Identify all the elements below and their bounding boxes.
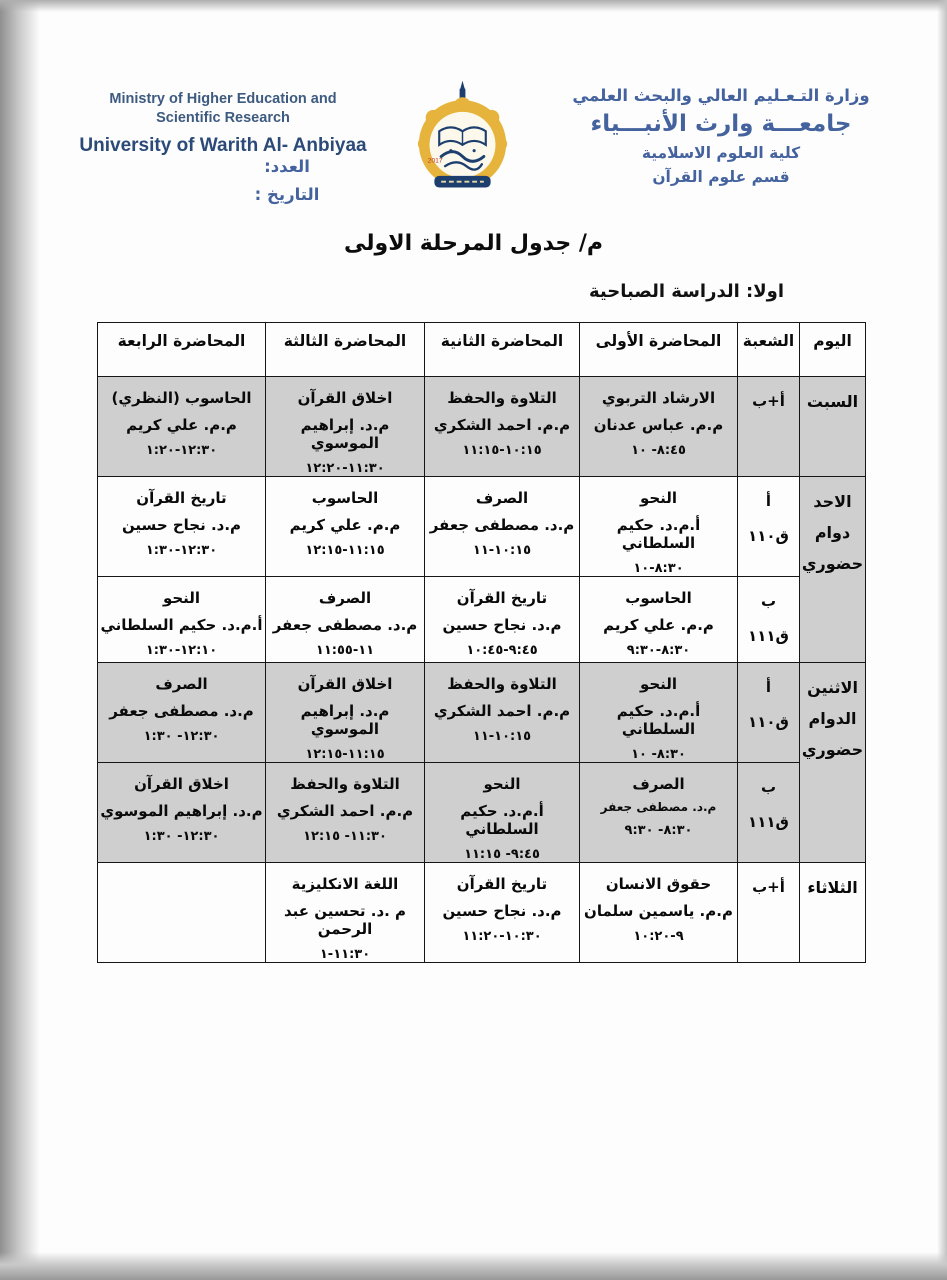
lecture-subject: التلاوة والحفظ — [290, 775, 400, 793]
lecture-time: ٩:٤٥- ١١:١٥ — [464, 847, 540, 862]
lecture-teacher: م.م. احمد الشكري — [433, 416, 571, 434]
lecture-subject: الحاسوب — [311, 489, 379, 507]
ministry-name-ar: وزارة التـعـليم العالي والبحث العلمي — [572, 86, 870, 105]
header-arabic — [548, 86, 894, 186]
lecture-time: ١١:٣٠-١٢:٢٠ — [305, 461, 385, 476]
lecture-subject: اخلاق القرآن — [297, 675, 393, 693]
lecture-time: ٨:٣٠- ٩:٣٠ — [624, 823, 693, 838]
lecture-time: ١١-١١:٥٥ — [315, 643, 375, 658]
lecture-subject: الصرف — [155, 675, 208, 693]
lecture-teacher: م.د. إبراهيم الموسوي — [100, 802, 263, 820]
lecture-cell — [580, 663, 738, 763]
lecture-cell — [580, 577, 738, 663]
lecture-cell — [266, 663, 425, 763]
lecture-teacher: م.م. علي كريم — [126, 416, 237, 434]
lecture-cell — [580, 377, 738, 477]
day-label: الثلاثاء — [807, 878, 858, 897]
lecture-cell — [98, 477, 266, 577]
college-name-ar: كلية العلوم الاسلامية — [641, 144, 801, 162]
lecture-time: ٨:٤٥- ١٠ — [631, 443, 686, 458]
lecture-time: ١٠:١٥-١١ — [472, 729, 532, 744]
lecture-teacher: أ.م.د. حكيم السلطاني — [100, 616, 263, 634]
number-label: العدد: — [264, 157, 310, 176]
scan-edge-top — [0, 0, 947, 12]
section-cell — [738, 763, 800, 863]
day-label: حضوري — [801, 740, 864, 759]
header-english — [70, 90, 376, 157]
lecture-cell — [425, 577, 580, 663]
section-label: أ — [765, 678, 772, 696]
lecture-time: ١٠:١٥-١١:١٥ — [462, 443, 542, 458]
lecture-cell — [580, 477, 738, 577]
section-cell — [738, 377, 800, 477]
lecture-subject: اخلاق القرآن — [297, 389, 393, 407]
schedule-row — [98, 863, 866, 963]
lecture-teacher: م.م. ياسمين سلمان — [584, 902, 733, 920]
section-cell — [738, 577, 800, 663]
lecture-teacher: م.د. نجاح حسين — [442, 616, 562, 634]
lecture-time: ١١:١٥-١٢:١٥ — [305, 543, 385, 558]
lecture-subject: التلاوة والحفظ — [447, 675, 557, 693]
lecture-subject: الصرف — [318, 589, 372, 607]
department-name-ar: قسم علوم القرآن — [652, 168, 790, 186]
lecture-teacher: م .د. تحسين عبد الرحمن — [283, 902, 407, 938]
lecture-cell — [266, 477, 425, 577]
section-label: ق١١٠ — [748, 713, 789, 731]
lecture-subject: تاريخ القرآن — [456, 875, 548, 893]
university-name-en: University of Warith Al- Anbiyaa — [79, 134, 367, 156]
scan-edge-bottom — [0, 1252, 947, 1280]
university-seal-icon — [414, 80, 511, 198]
lecture-subject: النحو — [639, 489, 678, 507]
lecture-cell — [266, 863, 425, 963]
day-label: الاحد — [813, 492, 852, 511]
scan-edge-right — [937, 0, 947, 1280]
lecture-cell — [425, 663, 580, 763]
lecture-cell — [98, 577, 266, 663]
lecture-time: ١١:٣٠-١ — [319, 947, 371, 962]
lecture-cell — [580, 863, 738, 963]
section-cell — [738, 477, 800, 577]
section-label: ق١١١ — [748, 627, 789, 645]
column-header-4: المحاضرة الثالثة — [266, 323, 425, 377]
schedule-body — [98, 377, 866, 963]
lecture-teacher: م.د. مصطفى جعفر — [600, 800, 717, 814]
lecture-subject: النحو — [162, 589, 201, 607]
section-label: ق١١١ — [748, 813, 789, 831]
schedule-row — [98, 577, 866, 663]
lecture-time: ١٢:١٠-١:٣٠ — [145, 643, 218, 658]
day-cell — [800, 377, 866, 477]
column-header-1: الشعبة — [738, 323, 800, 377]
lecture-time: ٩:٤٥-١٠:٤٥ — [466, 643, 538, 658]
lecture-teacher: م.د. إبراهيم الموسوي — [300, 702, 390, 738]
section-label: ب — [760, 778, 777, 796]
schedule-row — [98, 477, 866, 577]
lecture-cell — [98, 763, 266, 863]
column-header-3: المحاضرة الثانية — [425, 323, 580, 377]
lecture-cell — [580, 763, 738, 863]
lecture-subject: الصرف — [632, 775, 685, 793]
lecture-time: ١١:١٥-١٢:١٥ — [305, 747, 385, 762]
lecture-subject: النحو — [483, 775, 521, 793]
lecture-teacher: م.د. مصطفى جعفر — [272, 616, 418, 634]
lecture-time: ١٢:٣٠- ١:٣٠ — [143, 829, 220, 844]
lecture-teacher: م.م. احمد الشكري — [276, 802, 414, 820]
lecture-time: ١٢:٣٠-١:٣٠ — [145, 543, 218, 558]
header-number-date — [225, 157, 349, 213]
column-header-5: المحاضرة الرابعة — [98, 323, 266, 377]
lecture-subject: الحاسوب — [625, 589, 692, 607]
lecture-teacher: م.د. إبراهيم الموسوي — [300, 416, 390, 452]
section-label: أ+ب — [752, 878, 785, 896]
lecture-cell — [425, 763, 580, 863]
section-cell — [738, 663, 800, 763]
day-label: حضوري — [801, 554, 864, 573]
lecture-subject: تاريخ القرآن — [456, 589, 548, 607]
schedule-row — [98, 377, 866, 477]
section-cell — [738, 863, 800, 963]
day-cell — [800, 863, 866, 963]
lecture-teacher: أ.م.د. حكيم السلطاني — [616, 516, 701, 552]
lecture-teacher: م.م. علي كريم — [289, 516, 401, 534]
lecture-subject: التلاوة والحفظ — [447, 389, 557, 407]
column-header-2: المحاضرة الأولى — [580, 323, 738, 377]
schedule-table-wrapper — [97, 322, 866, 963]
lecture-time: ١٢:٣٠- ١:٣٠ — [143, 729, 220, 744]
university-seal-logo — [414, 80, 511, 198]
lecture-time: ٨:٣٠- ١٠ — [631, 747, 686, 762]
lecture-time: ١١:٣٠- ١٢:١٥ — [303, 829, 387, 844]
ministry-line1: Ministry of Higher Education and — [109, 91, 337, 107]
lecture-time: ١٢:٣٠-١:٢٠ — [145, 443, 218, 458]
lecture-subject: الارشاد التربوي — [601, 389, 716, 407]
lecture-cell-empty — [98, 863, 266, 963]
day-label: دوام — [814, 523, 851, 542]
lecture-teacher: أ.م.د. حكيم السلطاني — [616, 702, 701, 738]
scan-edge-left — [0, 0, 40, 1280]
lecture-subject: النحو — [639, 675, 678, 693]
lecture-teacher: م.د. مصطفى جعفر — [429, 516, 575, 534]
lecture-cell — [98, 377, 266, 477]
lecture-subject: تاريخ القرآن — [136, 489, 227, 507]
section-label: ب — [760, 592, 777, 610]
lecture-teacher: م.د. نجاح حسين — [442, 902, 562, 920]
day-cell — [800, 663, 866, 863]
lecture-time: ٨:٣٠-٩:٣٠ — [626, 643, 691, 658]
lecture-subject: الحاسوب (النظري) — [111, 389, 252, 407]
lecture-subject: اللغة الانكليزية — [291, 875, 399, 893]
ministry-name-en — [70, 90, 376, 128]
section-label: ق١١٠ — [748, 527, 789, 545]
ministry-line2: Scientific Research — [156, 109, 290, 126]
lecture-teacher: م.د. نجاح حسين — [121, 516, 242, 534]
lecture-cell — [98, 663, 266, 763]
schedule-row — [98, 663, 866, 763]
lecture-cell — [266, 577, 425, 663]
column-header-0: اليوم — [800, 323, 866, 377]
lecture-teacher: أ.م.د. حكيم السلطاني — [460, 802, 544, 838]
date-label: التاريخ : — [254, 185, 320, 204]
lecture-cell — [425, 863, 580, 963]
day-label: الدوام — [808, 709, 857, 728]
lecture-time: ٨:٣٠-١٠ — [633, 561, 684, 576]
lecture-subject: الصرف — [475, 489, 529, 507]
lecture-cell — [425, 377, 580, 477]
day-label: الاثنين — [807, 678, 858, 697]
lecture-teacher: م.م. عباس عدنان — [593, 416, 724, 434]
lecture-time: ٩-١٠:٢٠ — [633, 929, 684, 944]
lecture-teacher: م.م. احمد الشكري — [433, 702, 571, 720]
page-subtitle: اولا: الدراسة الصباحية — [589, 281, 784, 302]
lecture-cell — [266, 377, 425, 477]
schedule-row — [98, 763, 866, 863]
section-label: أ — [765, 492, 772, 510]
day-cell — [800, 477, 866, 663]
lecture-subject: حقوق الانسان — [605, 875, 712, 893]
section-label: أ+ب — [752, 392, 785, 410]
lecture-time: ١٠:١٥-١١ — [472, 543, 532, 558]
schedule-table — [97, 322, 866, 963]
day-label: السبت — [806, 392, 859, 411]
lecture-subject: اخلاق القرآن — [134, 775, 229, 793]
schedule-header-row — [98, 323, 866, 377]
lecture-teacher: م.م. علي كريم — [603, 616, 714, 634]
page-title: م/ جدول المرحلة الاولى — [344, 231, 603, 256]
lecture-teacher: م.د. مصطفى جعفر — [109, 702, 254, 720]
lecture-time: ١٠:٣٠-١١:٢٠ — [462, 929, 542, 944]
lecture-cell — [425, 477, 580, 577]
lecture-cell — [266, 763, 425, 863]
university-name-ar: جامعـــة وارث الأنبـــياء — [590, 111, 852, 137]
logo-year: 2017 — [427, 157, 443, 165]
